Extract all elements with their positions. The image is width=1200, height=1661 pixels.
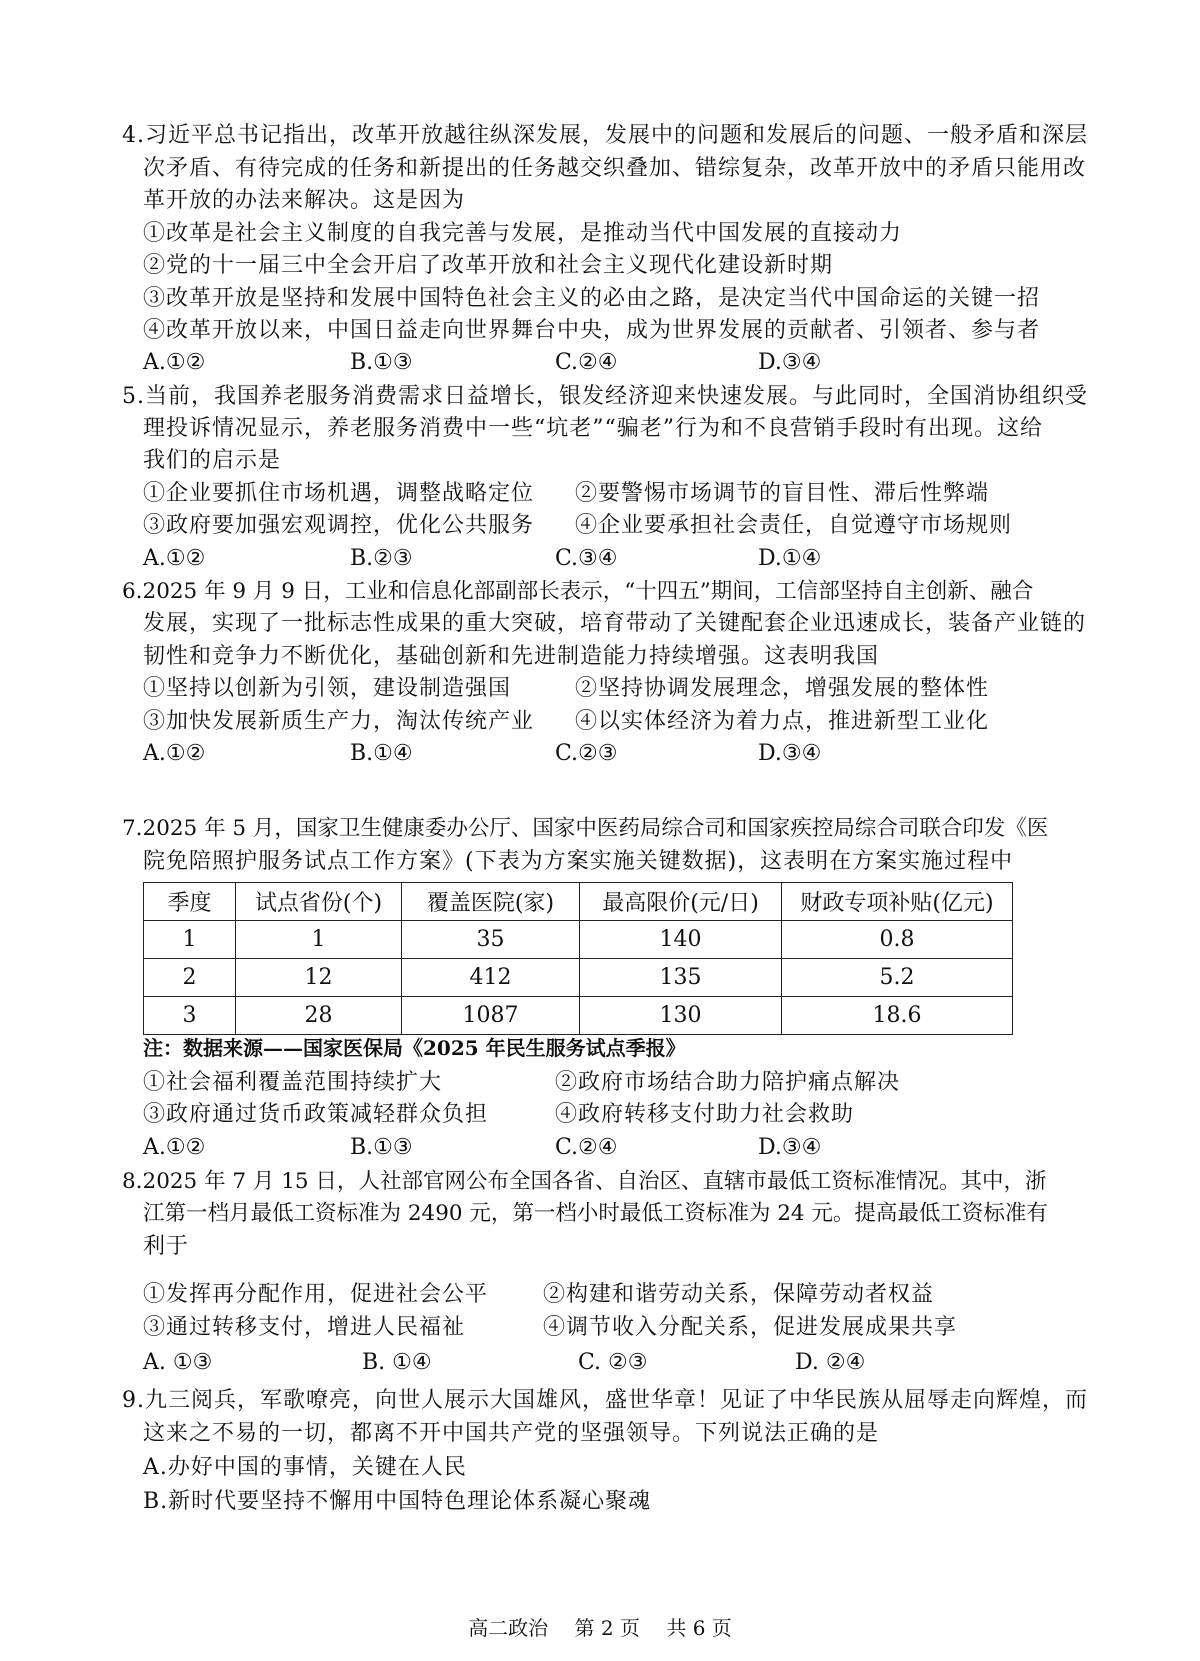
question-6-answer-d: D.③④ [758, 741, 822, 766]
question-8-answer-a: A. ①③ [143, 1350, 213, 1375]
question-4-stem-line-1: 4.习近平总书记指出，改革开放越往纵深发展，发展中的问题和发展后的问题、一般矛盾和深层 [122, 123, 1088, 148]
question-8-item-3: ③通过转移支付，增进人民福祉 [143, 1315, 466, 1340]
question-6-item-3: ③加快发展新质生产力，淘汰传统产业 [143, 709, 535, 734]
question-4-item-1: ①改革是社会主义制度的自我完善与发展，是推动当代中国发展的直接动力 [143, 221, 903, 246]
question-9-option-a: A.办好中国的事情，关键在人民 [143, 1455, 467, 1480]
question-7-item-1: ①社会福利覆盖范围持续扩大 [143, 1070, 443, 1095]
question-4-stem-line-2: 次矛盾、有待完成的任务和新提出的任务越交织叠加、错综复杂，改革开放中的矛盾只能用改 [143, 156, 1087, 181]
question-6-item-2: ②坚持协调发展理念，增强发展的整体性 [575, 676, 990, 701]
table-cell: 0.8 [782, 921, 1013, 959]
question-5-item-2: ②要警惕市场调节的盲目性、滞后性弊端 [575, 481, 990, 506]
question-7-item-4: ④政府转移支付助力社会救助 [555, 1102, 855, 1127]
question-7-answer-a: A.①② [143, 1135, 206, 1160]
question-8-stem-line-1: 8.2025 年 7 月 15 日，人社部官网公布全国各省、自治区、直辖市最低工资标准情况。其中，浙 [122, 1169, 1047, 1194]
question-5-item-4: ④企业要承担社会责任，自觉遵守市场规则 [575, 513, 1013, 538]
table-cell: 12 [236, 959, 402, 997]
question-6-item-4: ④以实体经济为着力点，推进新型工业化 [575, 709, 990, 734]
table-source-note: 注：数据来源——国家医保局《2025 年民生服务试点季报》 [143, 1036, 686, 1060]
question-7-answer-b: B.①③ [350, 1135, 413, 1160]
question-4-item-2: ②党的十一届三中全会开启了改革开放和社会主义现代化建设新时期 [143, 253, 834, 278]
question-8-item-4: ④调节收入分配关系，促进发展成果共享 [543, 1315, 958, 1340]
question-6-stem-line-3: 韧性和竞争力不断优化，基础创新和先进制造能力持续增强。这表明我国 [143, 644, 880, 669]
question-9-stem-line-1: 9.九三阅兵，军歌嘹亮，向世人展示大国雄风，盛世华章！见证了中华民族从屈辱走向辉煌，而 [122, 1388, 1088, 1413]
question-5-answer-b: B.②③ [350, 546, 413, 571]
question-7-item-3: ③政府通过货币政策减轻群众负担 [143, 1102, 489, 1127]
question-6-answer-a: A.①② [143, 741, 206, 766]
question-8-answer-b: B. ①④ [362, 1350, 432, 1375]
table-cell: 130 [580, 997, 782, 1035]
table-cell: 1 [144, 921, 236, 959]
question-5-answer-d: D.①④ [758, 546, 822, 571]
table-row [144, 921, 1013, 959]
question-4-stem-line-3: 革开放的办法来解决。这是因为 [143, 188, 466, 213]
data-table [143, 882, 1013, 1035]
question-5-item-3: ③政府要加强宏观调控，优化公共服务 [143, 513, 535, 538]
question-5-stem-line-2: 理投诉情况显示，养老服务消费中一些“坑老”“骗老”行为和不良营销手段时有出现。这给 [143, 416, 1043, 441]
question-6-answer-c: C.②③ [555, 741, 618, 766]
question-7-answer-c: C.②④ [555, 1135, 618, 1160]
question-8-stem-line-3: 利于 [143, 1234, 190, 1259]
footer-total-pages: 共 6 页 [666, 1616, 732, 1640]
question-8-stem-line-2: 江第一档月最低工资标准为 2490 元，第一档小时最低工资标准为 24 元。提高最低工资标准有 [143, 1201, 1048, 1226]
question-8-answer-d: D. ②④ [795, 1350, 866, 1375]
footer-subject: 高二政治 [468, 1616, 549, 1640]
table-cell: 135 [580, 959, 782, 997]
question-4-answer-d: D.③④ [758, 350, 822, 375]
question-6-stem-line-2: 发展，实现了一批标志性成果的重大突破，培育带动了关键配套企业迅速成长，装备产业链的 [143, 611, 1087, 636]
footer-page-number: 第 2 页 [574, 1616, 640, 1640]
question-6-stem-line-1: 6.2025 年 9 月 9 日，工业和信息化部副部长表示，“十四五”期间，工信部坚持自主创新、融合 [122, 579, 1034, 604]
question-8-item-2: ②构建和谐劳动关系，保障劳动者权益 [543, 1282, 935, 1307]
table-header-cell: 试点省份(个) [236, 883, 402, 921]
table-row [144, 959, 1013, 997]
table-cell: 1 [236, 921, 402, 959]
question-6-item-1: ①坚持以创新为引领，建设制造强国 [143, 676, 512, 701]
table-cell: 1087 [402, 997, 580, 1035]
table-header-cell: 覆盖医院(家) [402, 883, 580, 921]
page-footer [0, 1613, 1200, 1643]
question-9-stem-line-2: 这来之不易的一切，都离不开中国共产党的坚强领导。下列说法正确的是 [143, 1421, 880, 1446]
question-7-stem-line-2: 院免陪照护服务试点工作方案》(下表为方案实施关键数据)，这表明在方案实施过程中 [143, 849, 1014, 874]
table-row [144, 997, 1013, 1035]
question-4-answer-b: B.①③ [350, 350, 413, 375]
question-4-answer-c: C.②④ [555, 350, 618, 375]
table-cell: 5.2 [782, 959, 1013, 997]
question-7-stem-line-1: 7.2025 年 5 月，国家卫生健康委办公厅、国家中医药局综合司和国家疾控局综合司联合印发《医 [122, 816, 1049, 841]
question-7-answer-d: D.③④ [758, 1135, 822, 1160]
table-cell: 2 [144, 959, 236, 997]
table-header-row [144, 883, 1013, 921]
question-7-item-2: ②政府市场结合助力陪护痛点解决 [555, 1070, 901, 1095]
question-8-item-1: ①发挥再分配作用，促进社会公平 [143, 1282, 489, 1307]
table-cell: 35 [402, 921, 580, 959]
question-4-item-4: ④改革开放以来，中国日益走向世界舞台中央，成为世界发展的贡献者、引领者、参与者 [143, 318, 1041, 343]
question-9-option-b: B.新时代要坚持不懈用中国特色理论体系凝心聚魂 [143, 1489, 652, 1514]
table-cell: 3 [144, 997, 236, 1035]
question-8-answer-c: C. ②③ [578, 1350, 648, 1375]
table-cell: 140 [580, 921, 782, 959]
question-5-stem-line-3: 我们的启示是 [143, 448, 282, 473]
question-5-answer-c: C.③④ [555, 546, 618, 571]
question-4-item-3: ③改革开放是坚持和发展中国特色社会主义的必由之路，是决定当代中国命运的关键一招 [143, 286, 1041, 311]
question-5-item-1: ①企业要抓住市场机遇，调整战略定位 [143, 481, 535, 506]
table-cell: 28 [236, 997, 402, 1035]
question-4-answer-a: A.①② [143, 350, 206, 375]
table-header-cell: 财政专项补贴(亿元) [782, 883, 1013, 921]
question-5-answer-a: A.①② [143, 546, 206, 571]
question-5-stem-line-1: 5.当前，我国养老服务消费需求日益增长，银发经济迎来快速发展。与此同时，全国消协组织受 [122, 384, 1088, 409]
table-cell: 412 [402, 959, 580, 997]
table-header-cell: 季度 [144, 883, 236, 921]
table-cell: 18.6 [782, 997, 1013, 1035]
table-header-cell: 最高限价(元/日) [580, 883, 782, 921]
question-6-answer-b: B.①④ [350, 741, 413, 766]
